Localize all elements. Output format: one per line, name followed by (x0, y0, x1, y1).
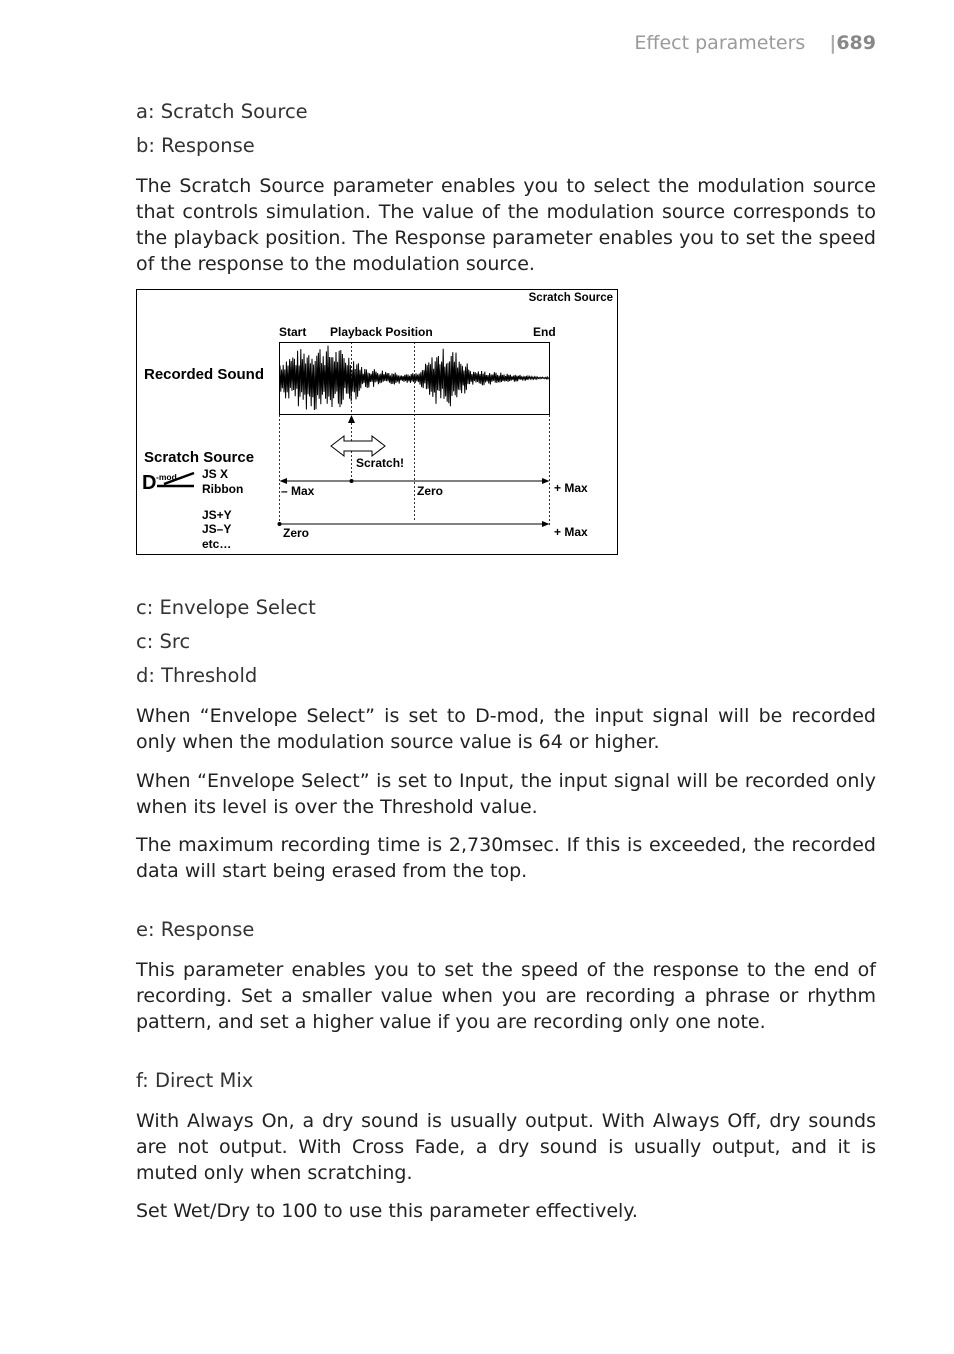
label-js-plus-y: JS+Y (202, 508, 232, 522)
label-plus-max-unipolar: + Max (554, 525, 588, 539)
label-plus-max-bipolar: + Max (554, 481, 588, 495)
label-recorded-sound: Recorded Sound (144, 366, 265, 383)
label-js-x: JS X (202, 467, 229, 481)
diagram-title: Scratch Source (528, 292, 613, 304)
paragraph-direct-mix: With Always On, a dry sound is usually output. With Always Off, dry sounds are not output. With Cross Fade, a dry sound is usually output, and it is muted only when scratching. (136, 1110, 876, 1184)
heading-response: b: Response (136, 134, 255, 157)
heading-response-e: e: Response (136, 918, 255, 941)
label-scratch-source: Scratch Source (144, 449, 255, 466)
page-number: |689 (829, 32, 876, 54)
heading-direct-mix: f: Direct Mix (136, 1069, 254, 1092)
label-etc: etc… (202, 537, 232, 551)
label-playback-position: Playback Position (330, 325, 433, 339)
scratch-diagram (136, 289, 618, 555)
heading-src: c: Src (136, 630, 191, 653)
unipolar-start-dot (278, 522, 282, 526)
dmod-logo-d: D (142, 472, 157, 494)
label-zero-bipolar: Zero (417, 484, 444, 498)
label-minus-max: – Max (281, 484, 315, 498)
section-title: Effect parameters (634, 32, 806, 54)
label-ribbon: Ribbon (202, 482, 244, 496)
heading-threshold: d: Threshold (136, 664, 258, 687)
label-end: End (533, 325, 556, 339)
label-scratch: Scratch! (356, 456, 405, 470)
paragraph-wet-dry: Set Wet/Dry to 100 to use this parameter effectively. (136, 1200, 638, 1222)
paragraph-envelope-input: When “Envelope Select” is set to Input, the input signal will be recorded only when its level is over the Threshold value. (136, 770, 876, 818)
label-zero-unipolar: Zero (283, 526, 310, 540)
heading-scratch-source: a: Scratch Source (136, 100, 308, 123)
paragraph-envelope-dmod: When “Envelope Select” is set to D-mod, the input signal will be recorded only when the modulation source value is 64 or higher. (136, 705, 876, 753)
heading-envelope-select: c: Envelope Select (136, 596, 316, 619)
page-header (634, 32, 876, 54)
paragraph-max-recording: The maximum recording time is 2,730msec. If this is exceeded, the recorded data will start being erased from the top. (136, 834, 876, 882)
label-js-minus-y: JS–Y (202, 522, 232, 536)
paragraph-response-e: This parameter enables you to set the speed of the response to the end of recording. Set a smaller value when you are recording a phrase or rhythm pattern, and set a higher value if you are recording only one note. (136, 959, 876, 1033)
dmod-logo-sub: -mod (156, 472, 177, 482)
playback-marker (350, 479, 354, 483)
paragraph-scratch-source: The Scratch Source parameter enables you to select the modulation source that controls simulation. The value of the modulation source corresponds to the playback position. The Response parameter enables you to set the speed of the response to the modulation source. (136, 175, 876, 275)
label-start: Start (279, 325, 307, 339)
